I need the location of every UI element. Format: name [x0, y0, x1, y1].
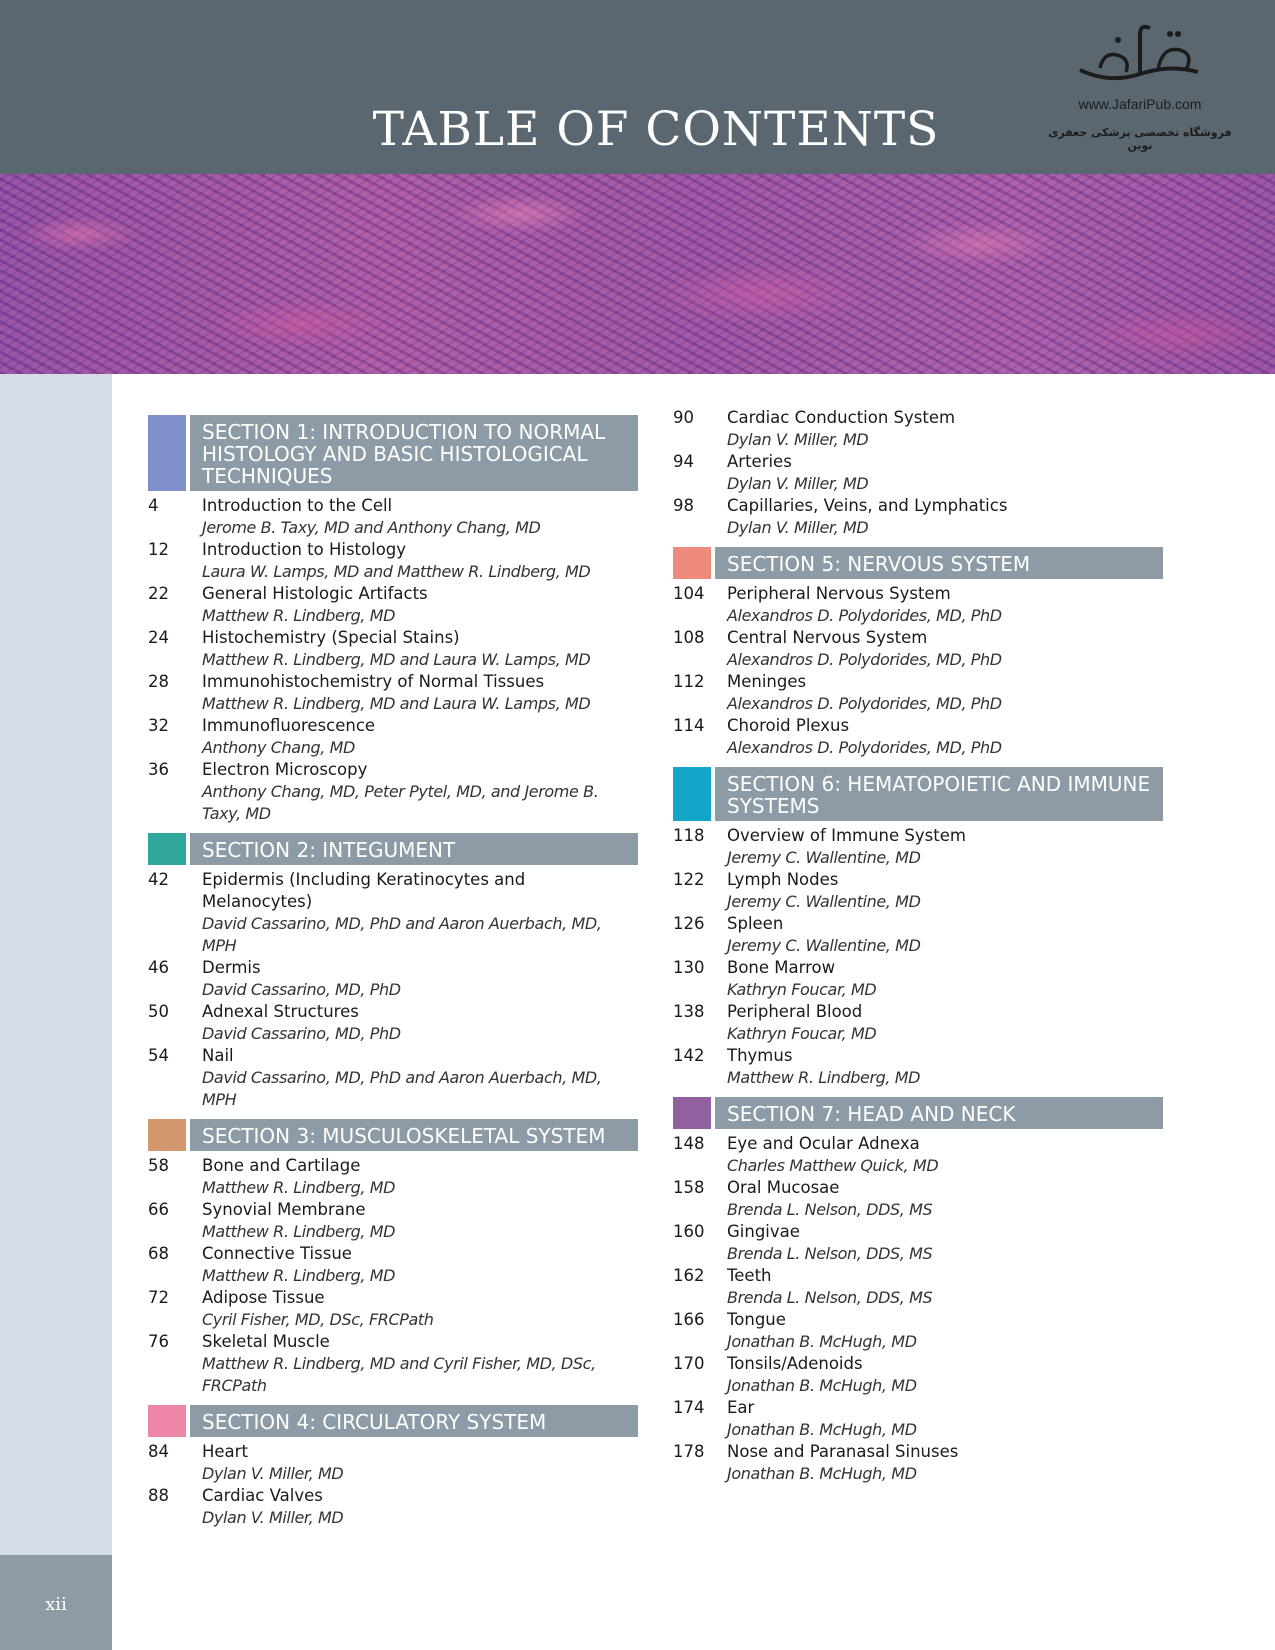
entry-authors: Jonathan B. McHugh, MD — [727, 1332, 917, 1351]
entry-body — [727, 495, 1163, 539]
entry-title: Eye and Ocular Adnexa — [727, 1134, 920, 1153]
entry-title: Tongue — [727, 1310, 786, 1329]
calligraphy-logo-icon — [1070, 20, 1210, 94]
toc-section — [148, 415, 638, 825]
entry-authors: Matthew R. Lindberg, MD — [202, 1222, 396, 1241]
toc-entry — [673, 1001, 1163, 1045]
entry-body — [727, 1265, 1163, 1309]
entry-authors: Charles Matthew Quick, MD — [727, 1156, 939, 1175]
toc-entry — [673, 715, 1163, 759]
entry-authors: David Cassarino, MD, PhD and Aaron Auerbach, MD, MPH — [202, 914, 602, 955]
entry-authors: David Cassarino, MD, PhD and Aaron Auerbach, MD, MPH — [202, 1068, 602, 1109]
entry-page-number: 126 — [673, 914, 705, 933]
section-title: SECTION 5: NERVOUS SYSTEM — [715, 547, 1163, 579]
entry-title: Nail — [202, 1046, 234, 1065]
toc-section — [673, 767, 1163, 1089]
entry-authors: Jonathan B. McHugh, MD — [727, 1420, 917, 1439]
entry-body — [202, 1199, 638, 1243]
entry-authors: Brenda L. Nelson, DDS, MS — [727, 1288, 933, 1307]
entry-body — [727, 825, 1163, 869]
entry-authors: Dylan V. Miller, MD — [202, 1464, 344, 1483]
entry-authors: Jerome B. Taxy, MD and Anthony Chang, MD — [202, 518, 541, 537]
section-title: SECTION 3: MUSCULOSKELETAL SYSTEM — [190, 1119, 638, 1151]
entry-body — [202, 583, 638, 627]
entry-body — [727, 913, 1163, 957]
entry-authors: Kathryn Foucar, MD — [727, 1024, 877, 1043]
toc-entry — [148, 1441, 638, 1485]
section-heading — [673, 1097, 1163, 1129]
entry-title: Lymph Nodes — [727, 870, 839, 889]
entry-title: Arteries — [727, 452, 792, 471]
entry-authors: Brenda L. Nelson, DDS, MS — [727, 1244, 933, 1263]
entry-title: Tonsils/Adenoids — [727, 1354, 863, 1373]
toc-entry — [148, 1331, 638, 1397]
section-title: SECTION 1: INTRODUCTION TO NORMAL HISTOLOGY AND BASIC HISTOLOGICAL TECHNIQUES — [190, 415, 638, 491]
entry-page-number: 12 — [148, 540, 169, 559]
toc-entry — [673, 1397, 1163, 1441]
entry-page-number: 32 — [148, 716, 169, 735]
entry-body — [202, 715, 638, 759]
entry-page-number: 68 — [148, 1244, 169, 1263]
entry-body — [202, 1243, 638, 1287]
section-title: SECTION 6: HEMATOPOIETIC AND IMMUNE SYSTEMS — [715, 767, 1163, 821]
entry-title: Histochemistry (Special Stains) — [202, 628, 460, 647]
entry-page-number: 90 — [673, 408, 694, 427]
entry-body — [727, 715, 1163, 759]
entry-body — [727, 583, 1163, 627]
entry-page-number: 166 — [673, 1310, 705, 1329]
entry-page-number: 104 — [673, 584, 705, 603]
toc-section — [673, 1097, 1163, 1485]
toc-entry — [148, 869, 638, 957]
toc-entry — [148, 1287, 638, 1331]
toc-entry — [148, 715, 638, 759]
entry-title: Immunofluorescence — [202, 716, 376, 735]
entry-authors: Kathryn Foucar, MD — [727, 980, 877, 999]
toc-entry — [673, 913, 1163, 957]
section-color-swatch — [673, 1097, 711, 1129]
entry-title: Capillaries, Veins, and Lymphatics — [727, 496, 1008, 515]
entry-page-number: 36 — [148, 760, 169, 779]
entry-body — [727, 1221, 1163, 1265]
toc-section — [673, 407, 1163, 539]
entry-page-number: 24 — [148, 628, 169, 647]
entry-body — [727, 671, 1163, 715]
entry-authors: Jeremy C. Wallentine, MD — [727, 936, 921, 955]
entry-authors: Matthew R. Lindberg, MD — [727, 1068, 921, 1087]
entry-title: Adnexal Structures — [202, 1002, 359, 1021]
toc-entry — [673, 451, 1163, 495]
entry-body — [727, 1133, 1163, 1177]
publisher-logo — [1040, 20, 1240, 150]
entry-title: Bone Marrow — [727, 958, 836, 977]
entry-title: Ear — [727, 1398, 755, 1417]
section-title: SECTION 7: HEAD AND NECK — [715, 1097, 1163, 1129]
entry-authors: Laura W. Lamps, MD and Matthew R. Lindberg, MD — [202, 562, 591, 581]
entry-body — [202, 1331, 638, 1397]
entry-page-number: 50 — [148, 1002, 169, 1021]
entry-authors: Dylan V. Miller, MD — [727, 518, 869, 537]
entry-body — [727, 1353, 1163, 1397]
entry-title: Synovial Membrane — [202, 1200, 366, 1219]
entry-page-number: 22 — [148, 584, 169, 603]
toc-left-column — [148, 411, 638, 1537]
entry-body — [202, 1287, 638, 1331]
toc-right-column — [673, 407, 1163, 1493]
toc-entry — [148, 1485, 638, 1529]
entry-authors: David Cassarino, MD, PhD — [202, 980, 401, 999]
entry-page-number: 118 — [673, 826, 705, 845]
entry-body — [202, 759, 638, 825]
toc-entry — [673, 957, 1163, 1001]
section-heading — [148, 415, 638, 491]
entry-body — [202, 1045, 638, 1111]
entry-authors: Cyril Fisher, MD, DSc, FRCPath — [202, 1310, 434, 1329]
toc-entry — [673, 1177, 1163, 1221]
toc-entry — [148, 1155, 638, 1199]
entry-page-number: 84 — [148, 1442, 169, 1461]
left-margin-rail — [0, 374, 112, 1650]
toc-entry — [673, 869, 1163, 913]
toc-entry — [673, 407, 1163, 451]
entry-title: Meninges — [727, 672, 807, 691]
section-color-swatch — [148, 415, 186, 491]
toc-entry — [148, 759, 638, 825]
toc-entry — [148, 495, 638, 539]
toc-entry — [673, 671, 1163, 715]
entry-authors: Jeremy C. Wallentine, MD — [727, 848, 921, 867]
toc-section — [148, 1119, 638, 1397]
entry-page-number: 114 — [673, 716, 705, 735]
entry-authors: Dylan V. Miller, MD — [727, 474, 869, 493]
entry-authors: Alexandros D. Polydorides, MD, PhD — [727, 738, 1002, 757]
entry-title: Connective Tissue — [202, 1244, 352, 1263]
entry-authors: Alexandros D. Polydorides, MD, PhD — [727, 606, 1002, 625]
entry-body — [727, 451, 1163, 495]
section-heading — [148, 1405, 638, 1437]
entry-authors: Anthony Chang, MD, Peter Pytel, MD, and Jerome B. Taxy, MD — [202, 782, 599, 823]
entry-authors: Matthew R. Lindberg, MD and Laura W. Lamps, MD — [202, 650, 591, 669]
entry-page-number: 4 — [148, 496, 159, 515]
entry-authors: Matthew R. Lindberg, MD — [202, 606, 396, 625]
entry-body — [727, 407, 1163, 451]
entry-page-number: 162 — [673, 1266, 705, 1285]
entry-page-number: 58 — [148, 1156, 169, 1175]
entry-authors: Dylan V. Miller, MD — [727, 430, 869, 449]
entry-page-number: 46 — [148, 958, 169, 977]
entry-body — [202, 1001, 638, 1045]
entry-authors: Alexandros D. Polydorides, MD, PhD — [727, 694, 1002, 713]
entry-title: Dermis — [202, 958, 261, 977]
entry-page-number: 42 — [148, 870, 169, 889]
toc-entry — [673, 1045, 1163, 1089]
toc-entry — [673, 1353, 1163, 1397]
entry-authors: Anthony Chang, MD — [202, 738, 355, 757]
entry-page-number: 94 — [673, 452, 694, 471]
entry-title: Thymus — [727, 1046, 793, 1065]
entry-title: Cardiac Conduction System — [727, 408, 956, 427]
entry-body — [727, 1309, 1163, 1353]
section-title: SECTION 2: INTEGUMENT — [190, 833, 638, 865]
section-color-swatch — [148, 1119, 186, 1151]
entry-page-number: 138 — [673, 1002, 705, 1021]
entry-authors: Brenda L. Nelson, DDS, MS — [727, 1200, 933, 1219]
entry-title: Overview of Immune System — [727, 826, 966, 845]
entry-title: Choroid Plexus — [727, 716, 850, 735]
entry-body — [727, 957, 1163, 1001]
entry-page-number: 98 — [673, 496, 694, 515]
entry-title: General Histologic Artifacts — [202, 584, 428, 603]
entry-body — [727, 1177, 1163, 1221]
entry-body — [202, 627, 638, 671]
toc-entry — [148, 1243, 638, 1287]
entry-body — [727, 627, 1163, 671]
entry-title: Teeth — [727, 1266, 772, 1285]
entry-title: Peripheral Blood — [727, 1002, 863, 1021]
entry-page-number: 54 — [148, 1046, 169, 1065]
entry-title: Oral Mucosae — [727, 1178, 840, 1197]
entry-page-number: 112 — [673, 672, 705, 691]
entry-authors: Jonathan B. McHugh, MD — [727, 1376, 917, 1395]
toc-entry — [673, 1309, 1163, 1353]
entry-title: Peripheral Nervous System — [727, 584, 951, 603]
toc-entry — [148, 1045, 638, 1111]
entry-title: Skeletal Muscle — [202, 1332, 330, 1351]
page-number: xii — [45, 1594, 67, 1615]
entry-page-number: 88 — [148, 1486, 169, 1505]
entry-authors: David Cassarino, MD, PhD — [202, 1024, 401, 1043]
toc-entry — [148, 627, 638, 671]
entry-body — [727, 869, 1163, 913]
entry-authors: Matthew R. Lindberg, MD and Laura W. Lamps, MD — [202, 694, 591, 713]
toc-entry — [148, 1199, 638, 1243]
logo-tagline: فروشگاه تخصصی پزشکی جعفری نوین — [1048, 126, 1232, 152]
entry-body — [727, 1441, 1163, 1485]
entry-body — [727, 1397, 1163, 1441]
section-heading — [673, 767, 1163, 821]
entry-authors: Jeremy C. Wallentine, MD — [727, 892, 921, 911]
entry-authors: Alexandros D. Polydorides, MD, PhD — [727, 650, 1002, 669]
entry-page-number: 160 — [673, 1222, 705, 1241]
entry-body — [202, 957, 638, 1001]
toc-entry — [673, 825, 1163, 869]
entry-body — [202, 869, 638, 957]
section-title: SECTION 4: CIRCULATORY SYSTEM — [190, 1405, 638, 1437]
entry-page-number: 158 — [673, 1178, 705, 1197]
entry-title: Nose and Paranasal Sinuses — [727, 1442, 959, 1461]
entry-title: Electron Microscopy — [202, 760, 368, 779]
entry-title: Spleen — [727, 914, 784, 933]
toc-entry — [148, 671, 638, 715]
toc-entry — [673, 627, 1163, 671]
entry-page-number: 178 — [673, 1442, 705, 1461]
entry-authors: Jonathan B. McHugh, MD — [727, 1464, 917, 1483]
toc-entry — [148, 583, 638, 627]
toc-section — [148, 1405, 638, 1529]
entry-title: Cardiac Valves — [202, 1486, 323, 1505]
toc-entry — [148, 539, 638, 583]
entry-body — [202, 495, 638, 539]
entry-title: Heart — [202, 1442, 248, 1461]
entry-body — [202, 1485, 638, 1529]
section-heading — [148, 1119, 638, 1151]
toc-section — [148, 833, 638, 1111]
entry-authors: Matthew R. Lindberg, MD — [202, 1266, 396, 1285]
logo-url: www.JafariPub.com — [1078, 96, 1202, 112]
entry-title: Bone and Cartilage — [202, 1156, 361, 1175]
entry-title: Introduction to the Cell — [202, 496, 393, 515]
entry-page-number: 130 — [673, 958, 705, 977]
entry-body — [202, 1441, 638, 1485]
toc-entry — [673, 583, 1163, 627]
toc-entry — [673, 495, 1163, 539]
section-color-swatch — [148, 833, 186, 865]
entry-body — [202, 1155, 638, 1199]
entry-title: Central Nervous System — [727, 628, 928, 647]
toc-entry — [673, 1265, 1163, 1309]
entry-page-number: 108 — [673, 628, 705, 647]
toc-entry — [148, 957, 638, 1001]
entry-page-number: 76 — [148, 1332, 169, 1351]
entry-body — [202, 539, 638, 583]
section-color-swatch — [673, 767, 711, 821]
entry-body — [727, 1001, 1163, 1045]
entry-body — [727, 1045, 1163, 1089]
entry-page-number: 72 — [148, 1288, 169, 1307]
entry-title: Epidermis (Including Keratinocytes and Melanocytes) — [202, 870, 526, 911]
entry-page-number: 28 — [148, 672, 169, 691]
entry-page-number: 122 — [673, 870, 705, 889]
section-heading — [148, 833, 638, 865]
toc-entry — [673, 1133, 1163, 1177]
entry-title: Introduction to Histology — [202, 540, 407, 559]
section-heading — [673, 547, 1163, 579]
entry-title: Adipose Tissue — [202, 1288, 325, 1307]
entry-page-number: 174 — [673, 1398, 705, 1417]
entry-page-number: 148 — [673, 1134, 705, 1153]
toc-entry — [673, 1441, 1163, 1485]
entry-page-number: 170 — [673, 1354, 705, 1373]
entry-page-number: 66 — [148, 1200, 169, 1219]
histology-banner-image — [0, 174, 1275, 374]
entry-authors: Matthew R. Lindberg, MD and Cyril Fisher, MD, DSc, FRCPath — [202, 1354, 596, 1395]
entry-authors: Matthew R. Lindberg, MD — [202, 1178, 396, 1197]
entry-page-number: 142 — [673, 1046, 705, 1065]
entry-body — [202, 671, 638, 715]
section-color-swatch — [148, 1405, 186, 1437]
toc-entry — [673, 1221, 1163, 1265]
toc-section — [673, 547, 1163, 759]
entry-title: Immunohistochemistry of Normal Tissues — [202, 672, 545, 691]
entry-authors: Dylan V. Miller, MD — [202, 1508, 344, 1527]
entry-title: Gingivae — [727, 1222, 800, 1241]
toc-entry — [148, 1001, 638, 1045]
section-color-swatch — [673, 547, 711, 579]
page-title: TABLE OF CONTENTS — [372, 102, 940, 157]
